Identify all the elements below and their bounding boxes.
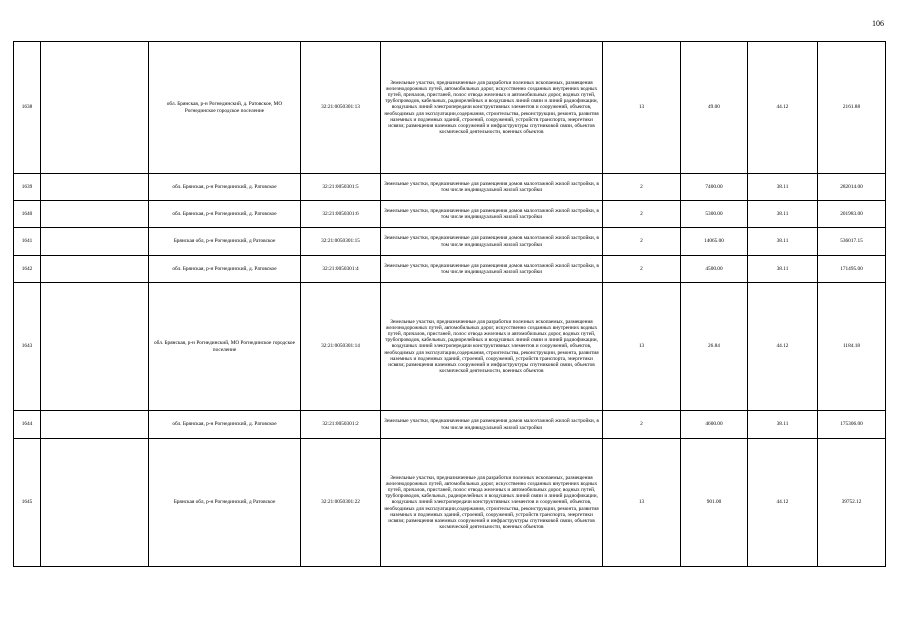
cadastral-value-cell: 201983.00 <box>818 201 886 228</box>
rate-cell: 38.11 <box>748 174 818 201</box>
area-cell: 7400.00 <box>681 174 748 201</box>
empty-cell <box>41 174 149 201</box>
use-code-cell: 2 <box>603 201 681 228</box>
cadastral-number-cell: 32:21:0050301:15 <box>301 228 381 256</box>
empty-cell <box>41 283 149 411</box>
cadastral-number-cell: 32:21:0050301:13 <box>301 42 381 174</box>
area-cell: 5300.00 <box>681 201 748 228</box>
address-cell: Брянская обл, р-н Рогнединский, д Ратовское <box>149 228 301 256</box>
rate-cell: 44.12 <box>748 439 818 567</box>
row-id: 1642 <box>14 256 41 283</box>
empty-cell <box>41 201 149 228</box>
rate-cell: 38.11 <box>748 411 818 439</box>
area-cell: 49.00 <box>681 42 748 174</box>
table-row <box>14 228 886 256</box>
land-use-cell: Земельные участки, предназначенные для размещения домов малоэтажной жилой застройки, в том числе индивидуальной жилой застройки <box>381 174 603 201</box>
table-row <box>14 42 886 174</box>
address-cell: обл. Брянская, р-н Рогнединский, д. Ратовское <box>149 411 301 439</box>
area-cell: 14065.00 <box>681 228 748 256</box>
address-cell: обл. Брянская, р-н Рогнединский, МО Рогнединское городское поселение <box>149 283 301 411</box>
table-row <box>14 283 886 411</box>
address-cell: обл. Брянская, р-н Рогнединский, д. Ратовское, МО Рогнединское городское поселение <box>149 42 301 174</box>
cadastral-value-cell: 536017.15 <box>818 228 886 256</box>
address-cell: Брянская обл, р-н Рогнединский, д Ратовское <box>149 439 301 567</box>
cadastral-value-cell: 175306.00 <box>818 411 886 439</box>
row-id: 1638 <box>14 42 41 174</box>
land-registry-table <box>13 41 886 567</box>
land-use-cell: Земельные участки, предназначенные для разработки полезных ископаемых, размещения железнодорожных путей, автомобильных дорог, искусственно созданных внутренних водных путей, причалов, пристаней, полос отвода железных и автомобильных дорог, водных путей, трубопроводов, кабельных, радиорелейных и воздушных линий связи и линий радиофикации, воздушных линий электропередачи конструктивных элементов и сооружений, объектов, необходимых для эксплуатации,содержания, строительства, реконструкции, ремонта, развития наземных и подземных зданий, строений, сооружений, устройств транспорта, энергетики исвязи; размещения наземных сооружений и инфраструктуры спутниковой связи, объектов космической деятельности, военных объектов <box>381 439 603 567</box>
cadastral-value-cell: 39752.12 <box>818 439 886 567</box>
land-use-cell: Земельные участки, предназначенные для размещения домов малоэтажной жилой застройки, в том числе индивидуальной жилой застройки <box>381 256 603 283</box>
use-code-cell: 2 <box>603 174 681 201</box>
area-cell: 26.84 <box>681 283 748 411</box>
row-id: 1644 <box>14 411 41 439</box>
rate-cell: 44.12 <box>748 283 818 411</box>
empty-cell <box>41 228 149 256</box>
empty-cell <box>41 439 149 567</box>
use-code-cell: 2 <box>603 228 681 256</box>
land-use-cell: Земельные участки, предназначенные для разработки полезных ископаемых, размещения железнодорожных путей, автомобильных дорог, искусственно созданных внутренних водных путей, причалов, пристаней, полос отвода железных и автомобильных дорог, водных путей, трубопроводов, кабельных, радиорелейных и воздушных линий связи и линий радиофикации, воздушных линий электропередачи конструктивных элементов и сооружений, объектов, необходимых для эксплуатации,содержания, строительства, реконструкции, ремонта, развития наземных и подземных зданий, строений, сооружений, устройств транспорта, энергетики исвязи; размещения наземных сооружений и инфраструктуры спутниковой связи, объектов космической деятельности, военных объектов <box>381 283 603 411</box>
land-use-cell: Земельные участки, предназначенные для размещения домов малоэтажной жилой застройки, в том числе индивидуальной жилой застройки <box>381 228 603 256</box>
cadastral-value-cell: 282014.00 <box>818 174 886 201</box>
land-use-cell: Земельные участки, предназначенные для размещения домов малоэтажной жилой застройки, в том числе индивидуальной жилой застройки <box>381 201 603 228</box>
row-id: 1640 <box>14 201 41 228</box>
area-cell: 901.00 <box>681 439 748 567</box>
cadastral-number-cell: 32:21:0050301:14 <box>301 283 381 411</box>
empty-cell <box>41 42 149 174</box>
land-use-cell: Земельные участки, предназначенные для размещения домов малоэтажной жилой застройки, в том числе индивидуальной жилой застройки <box>381 411 603 439</box>
empty-cell <box>41 256 149 283</box>
rate-cell: 38.11 <box>748 228 818 256</box>
rate-cell: 38.11 <box>748 256 818 283</box>
cadastral-value-cell: 2161.88 <box>818 42 886 174</box>
use-code-cell: 13 <box>603 42 681 174</box>
table-row <box>14 256 886 283</box>
address-cell: обл. Брянская, р-н Рогнединский, д. Ратовское <box>149 201 301 228</box>
page-number: 106 <box>872 19 884 28</box>
row-id: 1641 <box>14 228 41 256</box>
use-code-cell: 13 <box>603 283 681 411</box>
table-row <box>14 174 886 201</box>
cadastral-value-cell: 1184.18 <box>818 283 886 411</box>
rate-cell: 38.11 <box>748 201 818 228</box>
cadastral-number-cell: 32:21:0050301:2 <box>301 411 381 439</box>
table-row <box>14 201 886 228</box>
use-code-cell: 2 <box>603 256 681 283</box>
cadastral-number-cell: 32:21:0050301:5 <box>301 174 381 201</box>
cadastral-value-cell: 171495.00 <box>818 256 886 283</box>
land-use-cell: Земельные участки, предназначенные для разработки полезных ископаемых, размещения железнодорожных путей, автомобильных дорог, искусственно созданных внутренних водных путей, причалов, пристаней, полос отвода железных и автомобильных дорог, водных путей, трубопроводов, кабельных, радиорелейных и воздушных линий связи и линий радиофикации, воздушных линий электропередачи конструктивных элементов и сооружений, объектов, необходимых для эксплуатации,содержания, строительства, реконструкции, ремонта, развития наземных и подземных зданий, строений, сооружений, устройств транспорта, энергетики исвязи; размещения наземных сооружений и инфраструктуры спутниковой связи, объектов космической деятельности, военных объектов <box>381 42 603 174</box>
address-cell: обл. Брянская, р-н Рогнединский, д. Ратовское <box>149 174 301 201</box>
row-id: 1639 <box>14 174 41 201</box>
area-cell: 4600.00 <box>681 411 748 439</box>
cadastral-number-cell: 32:21:0050301:4 <box>301 256 381 283</box>
cadastral-number-cell: 32:21:0050301:6 <box>301 201 381 228</box>
use-code-cell: 2 <box>603 411 681 439</box>
empty-cell <box>41 411 149 439</box>
area-cell: 4500.00 <box>681 256 748 283</box>
table-row <box>14 411 886 439</box>
rate-cell: 44.12 <box>748 42 818 174</box>
address-cell: обл. Брянская, р-н Рогнединский, д. Ратовское <box>149 256 301 283</box>
table-row <box>14 439 886 567</box>
use-code-cell: 13 <box>603 439 681 567</box>
row-id: 1643 <box>14 283 41 411</box>
row-id: 1645 <box>14 439 41 567</box>
cadastral-number-cell: 32:21:0050301:22 <box>301 439 381 567</box>
